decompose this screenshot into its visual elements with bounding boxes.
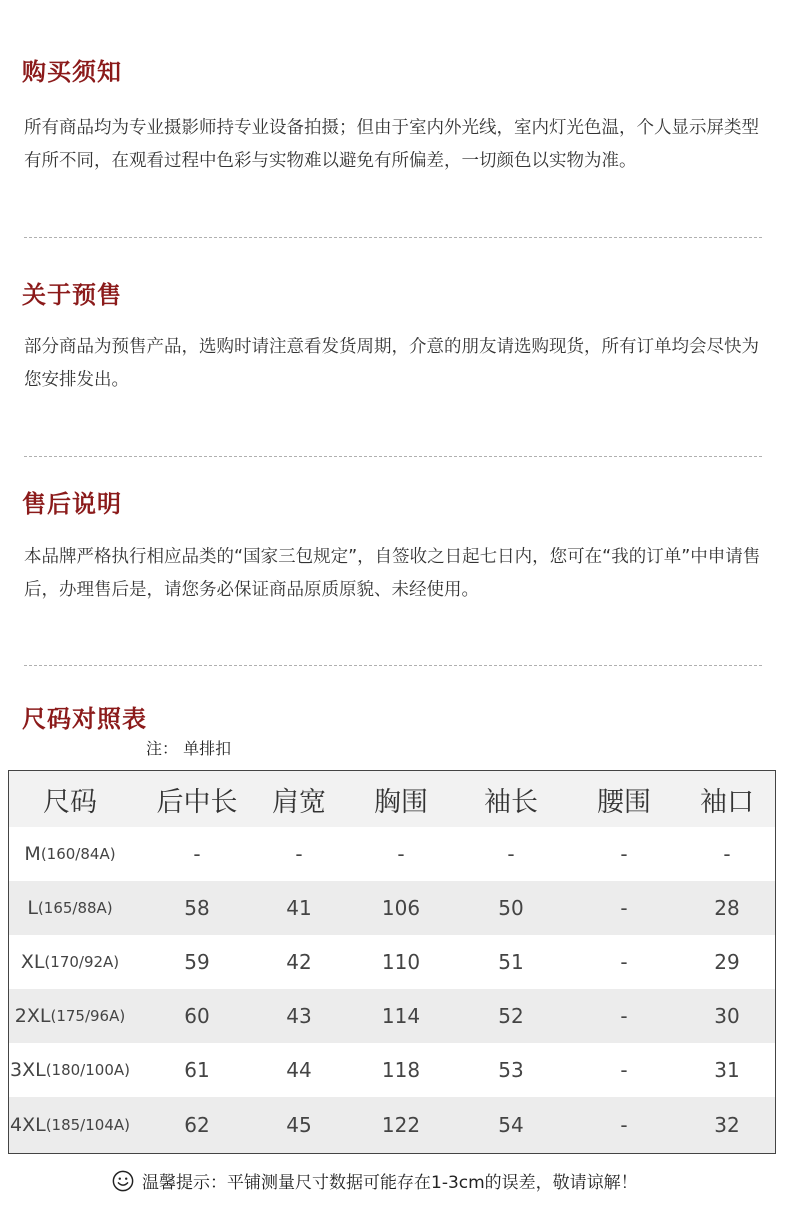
table-header-row <box>9 771 775 827</box>
cell-back-length: 59 <box>184 950 210 974</box>
section-title-purchase-notice: 购买须知 <box>22 58 122 86</box>
cell-shoulder: 41 <box>286 896 312 920</box>
divider <box>24 237 762 238</box>
cell-shoulder: 44 <box>286 1058 312 1082</box>
section-title-size-chart: 尺码对照表 <box>22 705 147 733</box>
divider <box>24 456 762 457</box>
cell-sleeve: 50 <box>498 896 524 920</box>
cell-shoulder: 42 <box>286 950 312 974</box>
table-row <box>9 1097 775 1153</box>
size-label: 3XL (180/100A) <box>10 1059 130 1081</box>
size-label: M (160/84A) <box>24 843 116 865</box>
table-row <box>9 989 775 1043</box>
cell-waist: - <box>620 896 628 920</box>
cell-waist: - <box>620 1004 628 1028</box>
cell-chest: 106 <box>381 896 421 920</box>
smiley-icon <box>112 1170 134 1192</box>
table-row <box>9 1043 775 1097</box>
cell-waist: - <box>620 842 628 866</box>
after-sales-text: 本品牌严格执行相应品类的“国家三包规定”，自签收之日起七日内，您可在“我的订单”中申请售后，办理售后是，请您务必保证商品原质原貌、未经使用。 <box>24 547 761 600</box>
cell-waist: - <box>620 1058 628 1082</box>
cell-chest: 118 <box>381 1058 421 1082</box>
cell-chest: - <box>397 842 405 866</box>
size-label: L (165/88A) <box>27 897 113 919</box>
header-size: 尺码 <box>43 786 97 818</box>
header-sleeve: 袖长 <box>484 786 538 818</box>
cell-back-length: 61 <box>184 1058 210 1082</box>
size-label: 4XL (185/104A) <box>10 1114 130 1136</box>
cell-chest: 122 <box>381 1113 421 1137</box>
cell-sleeve: - <box>507 842 515 866</box>
section-title-after-sales: 售后说明 <box>22 490 122 518</box>
table-row <box>9 881 775 935</box>
presale-text: 部分商品为预售产品，选购时请注意看发货周期，介意的朋友请选购现货，所有订单均会尽快为您安排发出。 <box>24 337 759 390</box>
divider <box>24 665 762 666</box>
section-title-presale: 关于预售 <box>22 281 122 309</box>
size-label: 2XL (175/96A) <box>14 1005 126 1027</box>
size-label: XL (170/92A) <box>20 951 120 973</box>
cell-sleeve: 53 <box>498 1058 524 1082</box>
cell-cuff: 28 <box>714 896 740 920</box>
cell-back-length: - <box>193 842 201 866</box>
measurement-tip <box>112 1168 638 1193</box>
cell-cuff: 30 <box>714 1004 740 1028</box>
cell-waist: - <box>620 1113 628 1137</box>
cell-back-length: 58 <box>184 896 210 920</box>
table-row <box>9 827 775 881</box>
header-waist: 腰围 <box>597 786 651 818</box>
cell-back-length: 60 <box>184 1004 210 1028</box>
size-table <box>8 770 776 1154</box>
cell-back-length: 62 <box>184 1113 210 1137</box>
header-back-length: 后中长 <box>156 786 238 818</box>
cell-sleeve: 52 <box>498 1004 524 1028</box>
cell-cuff: 29 <box>714 950 740 974</box>
cell-cuff: 32 <box>714 1113 740 1137</box>
cell-cuff: 31 <box>714 1058 740 1082</box>
cell-waist: - <box>620 950 628 974</box>
cell-shoulder: - <box>295 842 303 866</box>
cell-chest: 110 <box>381 950 421 974</box>
header-cuff: 袖口 <box>700 786 754 818</box>
purchase-notice-text: 所有商品均为专业摄影师持专业设备拍摄；但由于室内外光线，室内灯光色温，个人显示屏类型有所不同，在观看过程中色彩与实物难以避免有所偏差，一切颜色以实物为准。 <box>24 118 759 171</box>
table-row <box>9 935 775 989</box>
cell-sleeve: 51 <box>498 950 524 974</box>
tip-text: 温馨提示：平铺测量尺寸数据可能存在1-3cm的误差，敬请谅解！ <box>142 1173 638 1193</box>
header-shoulder: 肩宽 <box>272 786 326 818</box>
cell-cuff: - <box>723 842 731 866</box>
cell-shoulder: 43 <box>286 1004 312 1028</box>
cell-chest: 114 <box>381 1004 421 1028</box>
header-chest: 胸围 <box>374 786 428 818</box>
cell-shoulder: 45 <box>286 1113 312 1137</box>
size-chart-note: 注： 单排扣 <box>146 739 232 758</box>
cell-sleeve: 54 <box>498 1113 524 1137</box>
